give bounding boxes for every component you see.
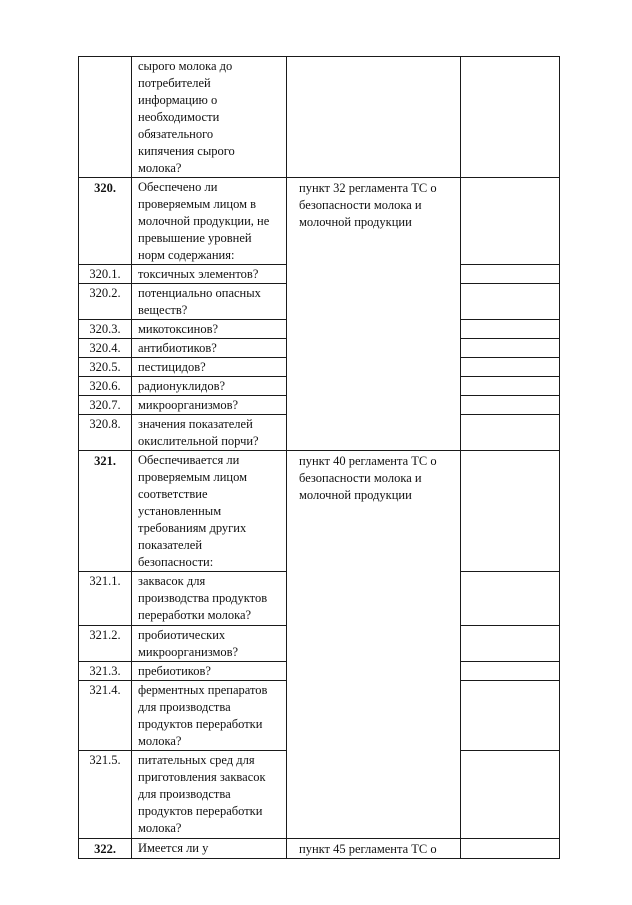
table-row [79,839,560,859]
answer-cell [461,681,560,751]
requirement-cell [287,57,461,178]
item-number-cell [79,839,132,859]
question-cell: пробиотических микроорганизмов? [132,626,287,662]
answer-cell [461,377,560,396]
item-number: 321. [94,454,116,468]
item-number-cell [79,451,132,572]
answer-cell [461,451,560,572]
answer-cell [461,284,560,320]
answer-cell [461,662,560,681]
question-cell: Имеется ли у [132,839,287,859]
table-row [79,57,560,178]
item-number-cell: 321.5. [79,751,132,839]
item-number-cell: 321.1. [79,572,132,626]
item-number-cell: 320.2. [79,284,132,320]
question-cell: токсичных элементов? [132,265,287,284]
answer-cell [461,320,560,339]
question-cell: микроорганизмов? [132,396,287,415]
item-number: 320. [94,181,116,195]
question-cell: заквасок для производства продуктов переработки молока? [132,572,287,626]
item-number-cell: 320.4. [79,339,132,358]
item-number-cell: 320.3. [79,320,132,339]
table-row [79,451,560,572]
answer-cell [461,178,560,265]
answer-cell [461,415,560,451]
item-number-cell: 320.5. [79,358,132,377]
requirement-text: пункт 45 регламента ТС о [299,842,437,856]
item-number-cell: 320.7. [79,396,132,415]
question-cell: ферментных препаратов для производства продуктов переработки молока? [132,681,287,751]
requirement-cell [287,451,461,839]
question-cell: питательных сред для приготовления заквасок для производства продуктов переработки молока? [132,751,287,839]
requirement-cell [287,178,461,451]
item-number-cell: 320.6. [79,377,132,396]
requirement-cell [287,839,461,859]
question-cell: радионуклидов? [132,377,287,396]
answer-cell [461,265,560,284]
item-number-cell [79,178,132,265]
question-cell: микотоксинов? [132,320,287,339]
question-cell: пребиотиков? [132,662,287,681]
item-number: 322. [94,842,116,856]
question-cell: значения показателей окислительной порчи? [132,415,287,451]
question-cell: антибиотиков? [132,339,287,358]
answer-cell [461,839,560,859]
question-cell: пестицидов? [132,358,287,377]
item-number-cell: 321.3. [79,662,132,681]
answer-cell [461,358,560,377]
requirement-text: пункт 32 регламента ТС о безопасности молока и молочной продукции [299,181,437,229]
answer-cell [461,751,560,839]
checklist-table [78,56,560,859]
table-row [79,178,560,265]
answer-cell [461,396,560,415]
question-cell: потенциально опасных веществ? [132,284,287,320]
item-number-cell [79,57,132,178]
question-cell: Обеспечивается ли проверяемым лицом соответствие установленным требованиям других показателей безопасности: [132,451,287,572]
answer-cell [461,339,560,358]
question-cell: сырого молока до потребителей информацию о необходимости обязательного кипячения сырого молока? [132,57,287,178]
answer-cell [461,57,560,178]
item-number-cell: 321.4. [79,681,132,751]
question-cell: Обеспечено ли проверяемым лицом в молочной продукции, не превышение уровней норм содержания: [132,178,287,265]
item-number-cell: 321.2. [79,626,132,662]
requirement-text: пункт 40 регламента ТС о безопасности молока и молочной продукции [299,454,437,502]
item-number-cell: 320.1. [79,265,132,284]
answer-cell [461,626,560,662]
item-number-cell: 320.8. [79,415,132,451]
answer-cell [461,572,560,626]
